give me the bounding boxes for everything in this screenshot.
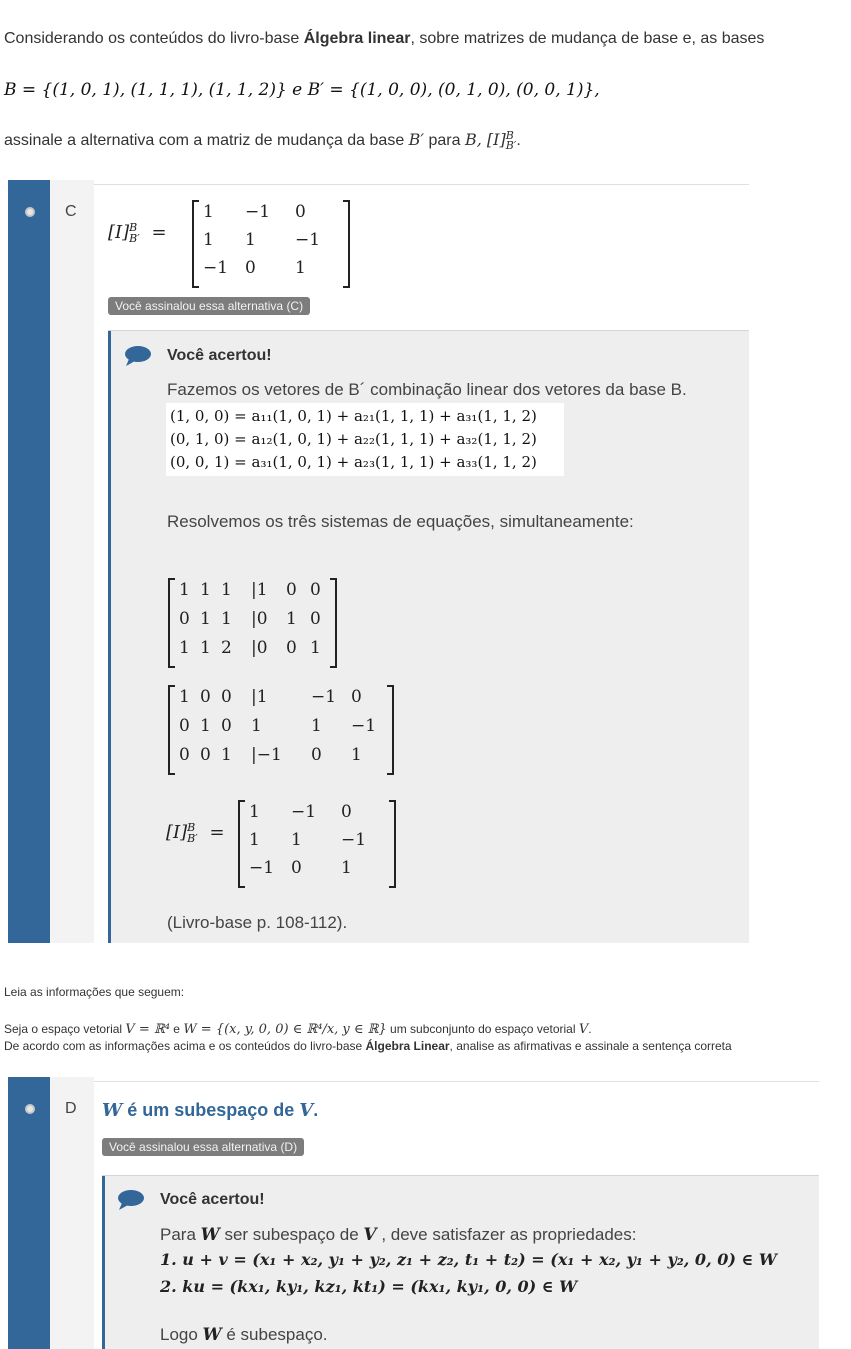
matrix-body: [249, 802, 385, 886]
answer-c-matrix: [192, 200, 350, 288]
matrix-cell: 1: [221, 608, 232, 629]
math-w: W: [200, 1225, 220, 1245]
matrix-cell: 1: [286, 608, 297, 629]
matrix-cell: 1: [249, 830, 260, 850]
conclusion-prefix: Logo: [160, 1325, 203, 1344]
line1-end: .: [588, 1022, 592, 1036]
matrix-cell: 1: [221, 744, 232, 765]
feedback-c-equations: [166, 403, 564, 476]
matrix-cell: 0: [245, 258, 256, 278]
question-1-instruction: [4, 130, 521, 151]
lhs-sup: B: [187, 821, 196, 834]
matrix-cell: |1: [251, 579, 268, 600]
matrix-cell: 0: [286, 579, 297, 600]
instruction-mid: para: [424, 132, 465, 149]
feedback-d-conclusion: [160, 1325, 328, 1345]
radio-selected-icon[interactable]: [25, 1104, 35, 1114]
feedback-c-reference: (Livro-base p. 108-112).: [167, 913, 348, 932]
matrix-body: [179, 580, 326, 667]
answer-d-letter: D: [65, 1100, 77, 1117]
line1-mid: e: [169, 1022, 184, 1036]
matrix-cell: 0: [311, 744, 322, 765]
book-title: Álgebra Linear: [365, 1039, 450, 1053]
question-2-line2: [4, 1039, 732, 1053]
math-v: V: [299, 1100, 314, 1121]
lhs-supsub: [129, 222, 140, 244]
result-matrix: [238, 800, 396, 888]
matrix-cell: |0: [251, 608, 268, 629]
question-2-line1: [4, 1022, 592, 1037]
matrix-cell: 1: [203, 202, 214, 222]
matrix-cell: 0: [221, 686, 232, 707]
matrix-cell: 1: [200, 608, 211, 629]
matrix-cell: 0: [295, 202, 306, 222]
title-end: .: [313, 1100, 319, 1120]
result-lhs: [166, 822, 225, 844]
bracket-left: [168, 685, 175, 775]
math-v: V = ℝ⁴: [125, 1022, 170, 1037]
bases-definition: B = {(1, 0, 1), (1, 1, 1), (1, 1, 2)} e B′ = {(1, 0, 0), (0, 1, 0), (0, 0, 1)},: [4, 80, 600, 100]
matrix-body: [203, 202, 339, 286]
answer-c-letter-column: [50, 180, 94, 943]
matrix-cell: 0: [221, 715, 232, 736]
bracket-right: [389, 800, 396, 888]
matrix-cell: 0: [351, 686, 362, 707]
matrix-cell: −1: [249, 858, 275, 878]
selected-badge: Você assinalou essa alternativa (C): [108, 297, 310, 315]
matrix-cell: 1: [200, 579, 211, 600]
speech-bubble-icon: [123, 345, 153, 367]
matrix-cell: 1: [251, 715, 262, 736]
line2-prefix: De acordo com as informações acima e os conteúdos do livro-base: [4, 1039, 366, 1053]
matrix-cell: 1: [295, 258, 306, 278]
feedback-d-title: Você acertou!: [160, 1191, 265, 1208]
bracket-left: [238, 800, 245, 888]
matrix-cell: 1: [311, 715, 322, 736]
math-w: W = {(x, y, 0, 0) ∈ ℝ⁴/x, y ∈ ℝ}: [183, 1022, 387, 1037]
matrix-cell: 0: [291, 858, 302, 878]
instruction-math-bprime: B′: [408, 130, 425, 149]
matrix-cell: 0: [341, 802, 352, 822]
selected-badge: Você assinalou essa alternativa (D): [102, 1138, 304, 1156]
instruction-supsub: [505, 128, 517, 152]
matrix-cell: 0: [310, 608, 321, 629]
feedback-d-line1: [160, 1225, 636, 1245]
matrix-cell: −1: [291, 802, 317, 822]
lhs-supsub: [187, 822, 198, 844]
intro-text: Considerando os conteúdos do livro-base: [4, 30, 304, 47]
answer-d-top-border: [94, 1081, 819, 1082]
math-w: W: [202, 1325, 222, 1345]
lhs-sup: B: [129, 221, 138, 234]
instruction-text: assinale a alternativa com a matriz de mudança da base: [4, 132, 409, 149]
matrix-cell: 1: [179, 686, 190, 707]
matrix-cell: 1: [179, 579, 190, 600]
matrix-cell: 0: [200, 744, 211, 765]
matrix-cell: 1: [203, 230, 214, 250]
question-2-intro: Leia as informações que seguem:: [4, 985, 185, 999]
lhs-text: [I]: [166, 822, 188, 843]
matrix-cell: 1: [249, 802, 260, 822]
answer-d-accent-bar: [8, 1077, 50, 1349]
math-w: W: [102, 1100, 123, 1121]
augmented-matrix-1: [168, 578, 337, 668]
matrix-cell: −1: [203, 258, 229, 278]
math-v: V: [363, 1225, 377, 1245]
feedback-c-line2: Resolvemos os três sistemas de equações, simultaneamente:: [167, 512, 634, 531]
augmented-matrix-2: [168, 685, 394, 775]
matrix-cell: |0: [251, 637, 268, 658]
instruction-math-matrix: B, [I]: [464, 130, 506, 149]
feedback-c-title: Você acertou!: [167, 347, 272, 364]
matrix-cell: 0: [200, 686, 211, 707]
sup: B: [505, 128, 514, 142]
feedback-d-prop2: 2. ku = (kx₁, ky₁, kz₁, kt₁) = (kx₁, ky₁, 0, 0) ∈ W: [160, 1277, 578, 1296]
conclusion-suffix: é subespaço.: [221, 1325, 328, 1344]
matrix-cell: 0: [286, 637, 297, 658]
matrix-cell: 1: [221, 579, 232, 600]
matrix-cell: −1: [245, 202, 271, 222]
line1-suffix: , deve satisfazer as propriedades:: [376, 1225, 637, 1244]
matrix-cell: 0: [179, 608, 190, 629]
lhs-sub: B′: [129, 232, 140, 245]
matrix-cell: 0: [310, 579, 321, 600]
matrix-cell: 1: [351, 744, 362, 765]
lhs-sub: B′: [187, 832, 198, 845]
lhs-text: [I]: [108, 222, 130, 243]
bracket-right: [330, 578, 337, 668]
instruction-end: .: [516, 132, 521, 149]
matrix-cell: 0: [179, 715, 190, 736]
radio-selected-icon[interactable]: [25, 207, 35, 217]
matrix-cell: −1: [295, 230, 321, 250]
line1-suffix: um subconjunto do espaço vetorial: [386, 1022, 579, 1036]
answer-c-top-border: [94, 184, 749, 185]
bracket-left: [168, 578, 175, 668]
matrix-cell: |1: [251, 686, 268, 707]
math-v2: V: [578, 1022, 589, 1037]
matrix-cell: 1: [310, 637, 321, 658]
matrix-cell: 1: [200, 637, 211, 658]
answer-c-accent-bar: [8, 180, 50, 943]
line1-prefix: Seja o espaço vetorial: [4, 1022, 126, 1036]
bracket-right: [387, 685, 394, 775]
intro-suffix: , sobre matrizes de mudança de base e, as bases: [410, 30, 765, 47]
title-text: é um subespaço de: [122, 1100, 300, 1120]
matrix-cell: 1: [200, 715, 211, 736]
feedback-d-prop1: 1. u + v = (x₁ + x₂, y₁ + y₂, z₁ + z₂, t₁ + t₂) = (x₁ + x₂, y₁ + y₂, 0, 0) ∈ W: [160, 1250, 777, 1269]
feedback-d-top-border: [102, 1175, 819, 1176]
equation-row: (0, 1, 0) = a₁₂(1, 0, 1) + a₂₂(1, 1, 1) + a₃₂(1, 1, 2): [170, 430, 537, 448]
matrix-cell: 1: [245, 230, 256, 250]
matrix-cell: 1: [291, 830, 302, 850]
equals-sign: =: [209, 822, 225, 843]
question-1-intro: [4, 30, 764, 48]
matrix-body: [179, 687, 383, 774]
sub: B′: [505, 138, 517, 152]
equation-row: (1, 0, 0) = a₁₁(1, 0, 1) + a₂₁(1, 1, 1) + a₃₁(1, 1, 2): [170, 407, 537, 425]
matrix-cell: −1: [311, 686, 337, 707]
matrix-cell: 1: [341, 858, 352, 878]
matrix-cell: −1: [351, 715, 377, 736]
matrix-cell: 1: [179, 637, 190, 658]
matrix-cell: 0: [179, 744, 190, 765]
matrix-cell: |−1: [251, 744, 282, 765]
matrix-cell: 2: [221, 637, 232, 658]
answer-c-lhs: [108, 222, 167, 244]
feedback-c-top-border: [108, 330, 749, 331]
feedback-c-line1: Fazemos os vetores de B´ combinação linear dos vetores da base B.: [167, 380, 687, 399]
bracket-left: [192, 200, 199, 288]
book-title: Álgebra linear: [303, 30, 411, 47]
equals-sign: =: [151, 222, 167, 243]
speech-bubble-icon: [116, 1189, 146, 1211]
answer-d-title: [102, 1100, 318, 1121]
equation-row: (0, 0, 1) = a₃₁(1, 0, 1) + a₂₃(1, 1, 1) + a₃₃(1, 1, 2): [170, 453, 537, 471]
bracket-right: [343, 200, 350, 288]
matrix-cell: −1: [341, 830, 367, 850]
line1-prefix: Para: [160, 1225, 201, 1244]
line2-suffix: , analise as afirmativas e assinale a sentença correta: [449, 1039, 732, 1053]
answer-c-letter: C: [65, 203, 77, 220]
line1-mid: ser subespaço de: [219, 1225, 364, 1244]
